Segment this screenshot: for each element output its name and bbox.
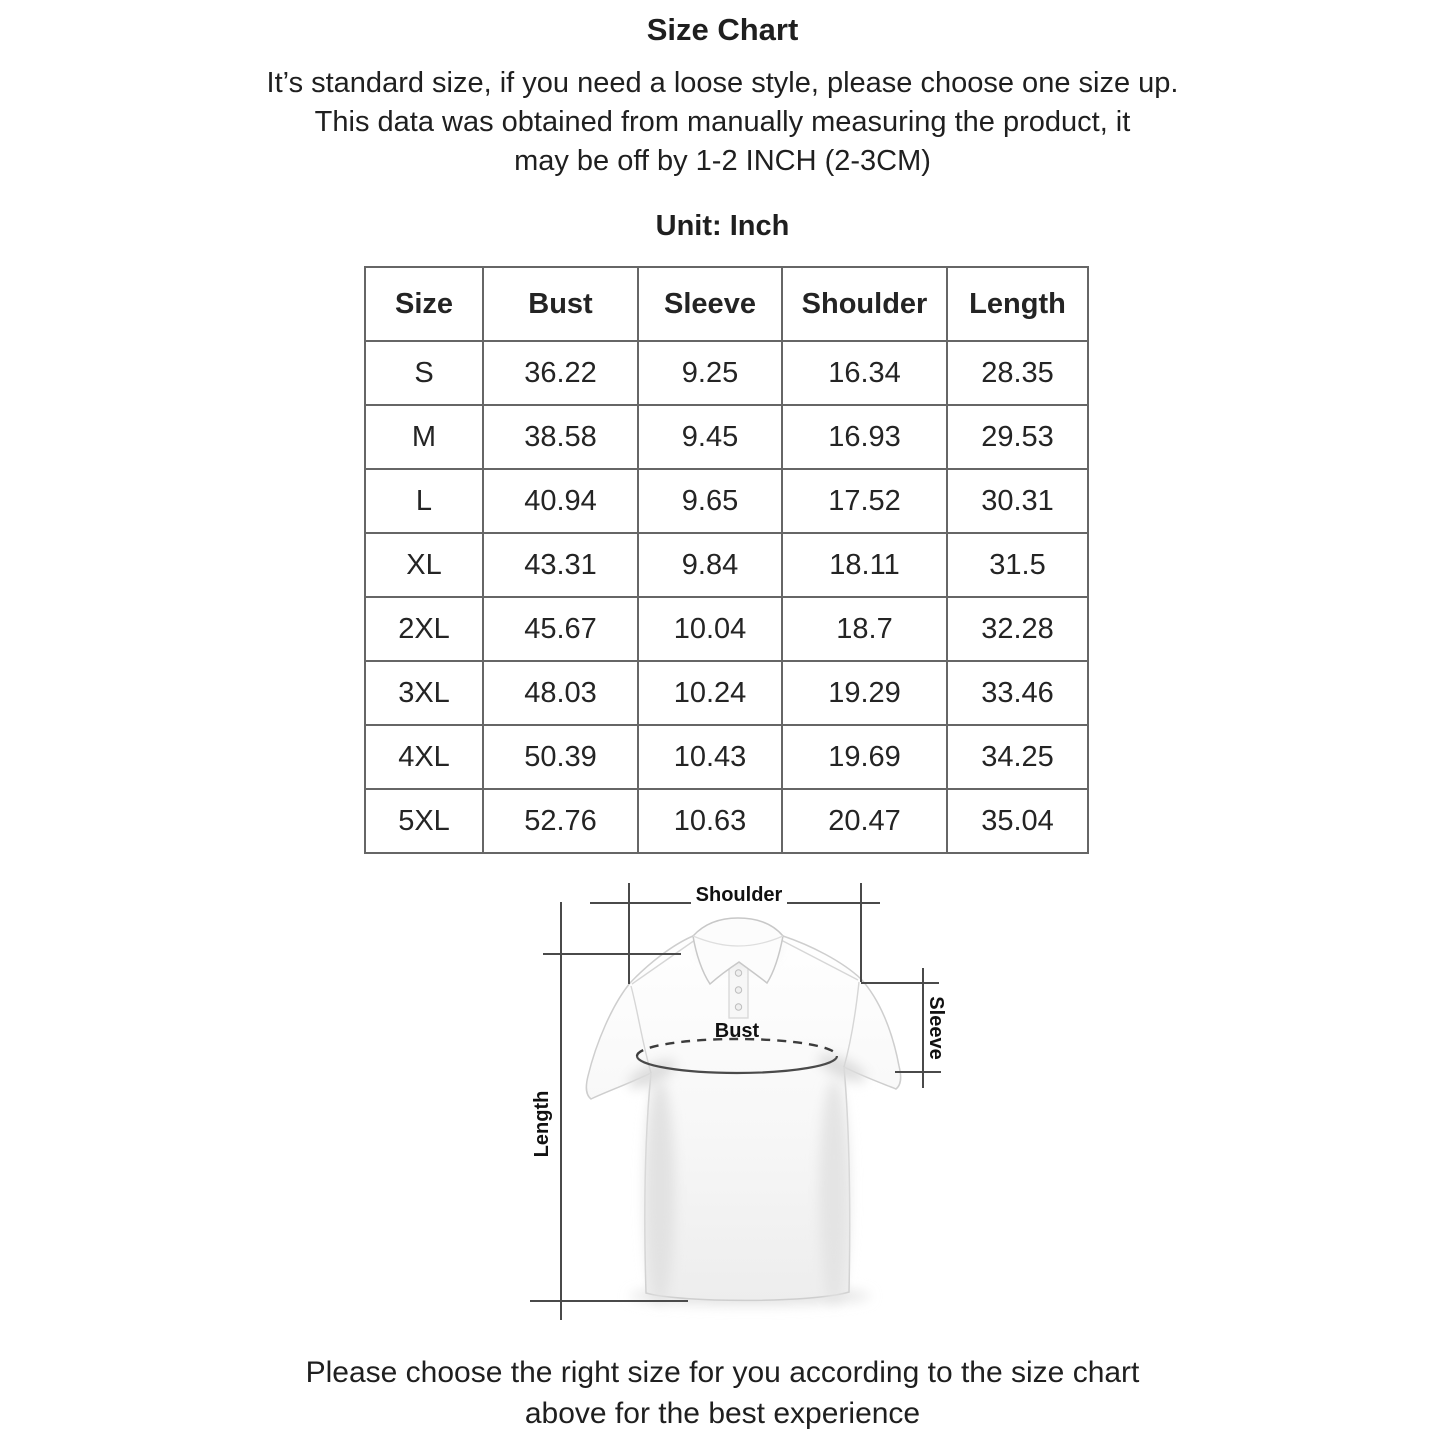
value-cell: 19.29 [782, 661, 947, 725]
value-cell: 10.43 [638, 725, 782, 789]
description-note [0, 64, 1445, 181]
value-cell: 48.03 [483, 661, 638, 725]
value-cell: 50.39 [483, 725, 638, 789]
value-cell: 16.34 [782, 341, 947, 405]
footer-note [0, 1352, 1445, 1434]
value-cell: 10.63 [638, 789, 782, 853]
measurement-diagram [500, 862, 990, 1332]
size-cell: XL [365, 533, 483, 597]
value-cell: 38.58 [483, 405, 638, 469]
size-cell: 5XL [365, 789, 483, 853]
description-line: It’s standard size, if you need a loose style, please choose one size up. [266, 67, 1179, 99]
table-row [365, 341, 1088, 405]
value-cell: 35.04 [947, 789, 1088, 853]
table-row [365, 789, 1088, 853]
page-title: Size Chart [646, 12, 799, 47]
value-cell: 20.47 [782, 789, 947, 853]
value-cell: 9.84 [638, 533, 782, 597]
description-line: may be off by 1-2 INCH (2-3CM) [514, 145, 931, 177]
size-cell: S [365, 341, 483, 405]
value-cell: 10.24 [638, 661, 782, 725]
size-cell: 3XL [365, 661, 483, 725]
size-table [364, 266, 1089, 854]
footer-line: above for the best experience [524, 1397, 921, 1430]
col-header-shoulder: Shoulder [782, 267, 947, 341]
table-row [365, 405, 1088, 469]
value-cell: 43.31 [483, 533, 638, 597]
value-cell: 33.46 [947, 661, 1088, 725]
value-cell: 10.04 [638, 597, 782, 661]
unit-label: Unit: Inch [655, 210, 790, 242]
value-cell: 18.11 [782, 533, 947, 597]
value-cell: 9.45 [638, 405, 782, 469]
value-cell: 32.28 [947, 597, 1088, 661]
length-label: Length [531, 1090, 553, 1158]
table-row [365, 533, 1088, 597]
value-cell: 40.94 [483, 469, 638, 533]
col-header-sleeve: Sleeve [638, 267, 782, 341]
size-cell: 2XL [365, 597, 483, 661]
value-cell: 17.52 [782, 469, 947, 533]
button [735, 987, 741, 993]
button [735, 1004, 741, 1010]
table-header-row [365, 267, 1088, 341]
shading-left [645, 1080, 675, 1304]
value-cell: 34.25 [947, 725, 1088, 789]
size-cell: L [365, 469, 483, 533]
value-cell: 30.31 [947, 469, 1088, 533]
value-cell: 19.69 [782, 725, 947, 789]
table-row [365, 725, 1088, 789]
footer-line: Please choose the right size for you according to the size chart [305, 1356, 1140, 1389]
sleeve-label: Sleeve [925, 996, 947, 1060]
col-header-length: Length [947, 267, 1088, 341]
col-header-size: Size [365, 267, 483, 341]
description-line: This data was obtained from manually measuring the product, it [314, 106, 1131, 138]
table-row [365, 661, 1088, 725]
value-cell: 9.65 [638, 469, 782, 533]
value-cell: 29.53 [947, 405, 1088, 469]
table-row [365, 597, 1088, 661]
button [735, 970, 741, 976]
shoulder-label: Shoulder [695, 884, 783, 906]
size-cell: M [365, 405, 483, 469]
value-cell: 36.22 [483, 341, 638, 405]
table-row [365, 469, 1088, 533]
value-cell: 45.67 [483, 597, 638, 661]
value-cell: 9.25 [638, 341, 782, 405]
value-cell: 52.76 [483, 789, 638, 853]
shading-right [819, 1080, 849, 1304]
value-cell: 31.5 [947, 533, 1088, 597]
value-cell: 28.35 [947, 341, 1088, 405]
size-cell: 4XL [365, 725, 483, 789]
col-header-bust: Bust [483, 267, 638, 341]
value-cell: 16.93 [782, 405, 947, 469]
value-cell: 18.7 [782, 597, 947, 661]
bust-label: Bust [714, 1020, 760, 1042]
